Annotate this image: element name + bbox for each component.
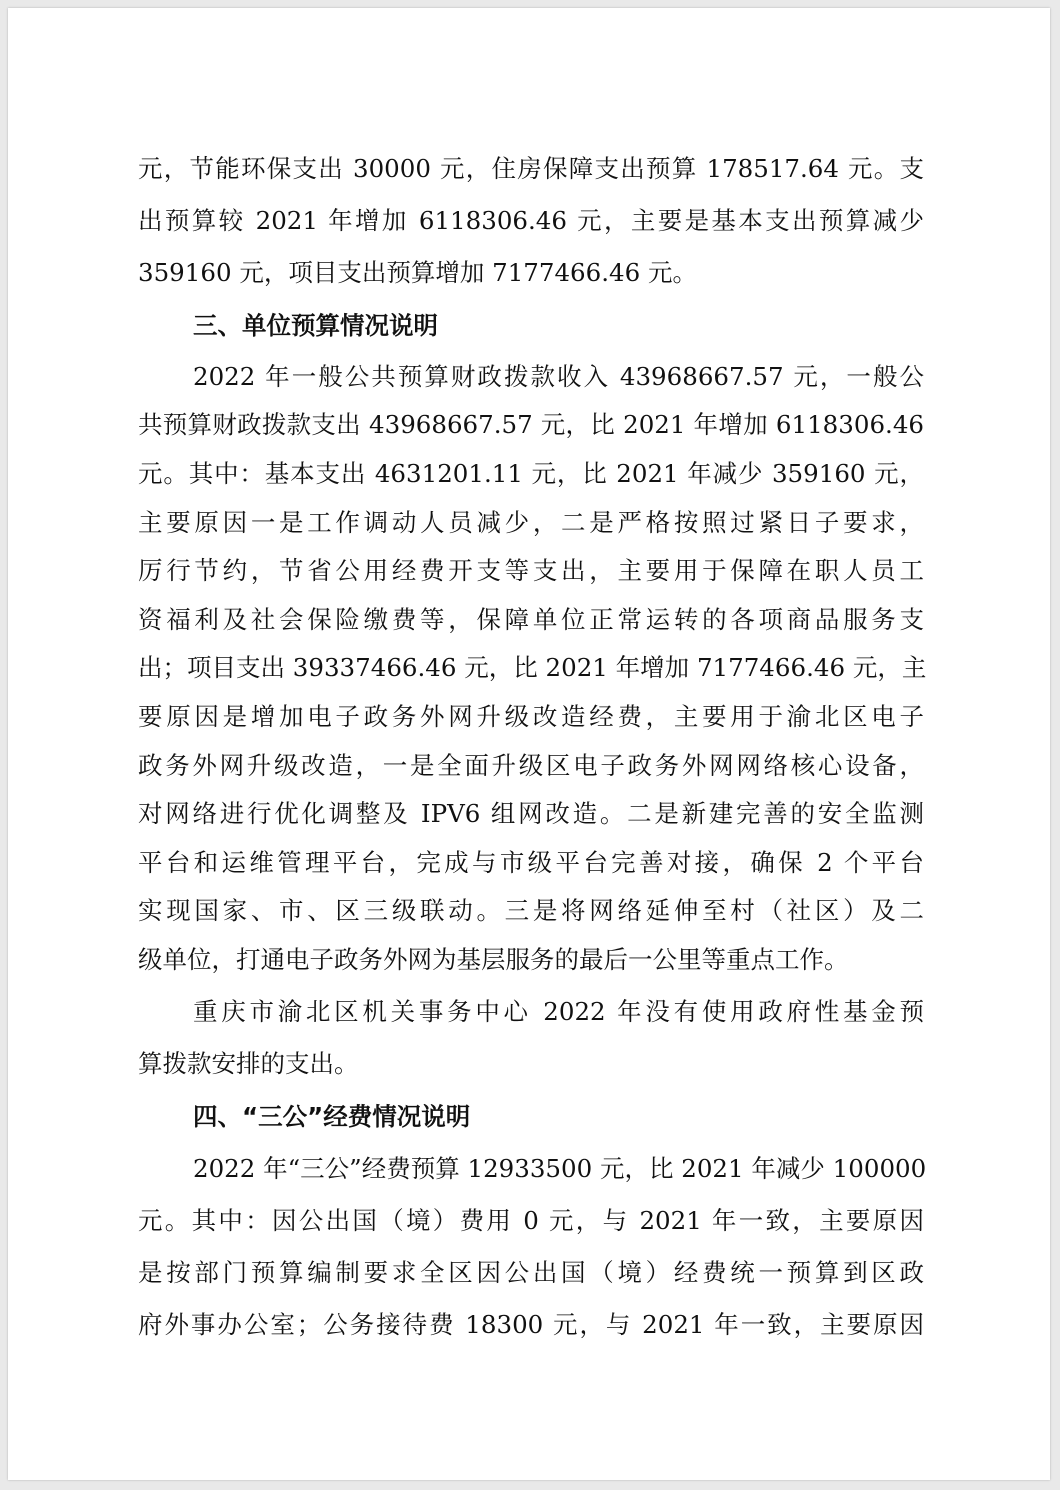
text-line: 元。其中：因公出国（境）费用 0 元，与 2021 年一致，主要原因: [138, 1206, 924, 1235]
text-line: 元。其中：基本支出 4631201.11 元，比 2021 年减少 359160 元，: [138, 459, 924, 488]
text-line: 元，节能环保支出 30000 元，住房保障支出预算 178517.64 元。支: [138, 154, 924, 183]
text-line: 厉行节约，节省公用经费开支等支出，主要用于保障在职人员工: [138, 556, 924, 585]
text-line: 359160 元，项目支出预算增加 7177466.46 元。: [138, 258, 697, 287]
text-line: 实现国家、市、区三级联动。三是将网络延伸至村（社区）及二: [138, 896, 924, 925]
text-line: 府外事办公室；公务接待费 18300 元，与 2021 年一致，主要原因: [138, 1310, 924, 1339]
text-line: 对网络进行优化调整及 IPV6 组网改造。二是新建完善的安全监测: [138, 799, 924, 828]
text-line: 级单位，打通电子政务外网为基层服务的最后一公里等重点工作。: [138, 945, 849, 974]
text-line: 算拨款安排的支出。: [138, 1049, 359, 1078]
section-heading: 四、“三公”经费情况说明: [193, 1102, 471, 1131]
text-line: 2022 年“三公”经费预算 12933500 元，比 2021 年减少 100000: [193, 1154, 927, 1183]
text-line: 政务外网升级改造，一是全面升级区电子政务外网网络核心设备，: [138, 751, 924, 780]
text-line: 重庆市渝北区机关事务中心 2022 年没有使用政府性基金预: [193, 997, 924, 1026]
text-line: 共预算财政拨款支出 43968667.57 元，比 2021 年增加 6118306.46: [138, 410, 924, 439]
text-line: 主要原因一是工作调动人员减少，二是严格按照过紧日子要求，: [138, 508, 924, 537]
text-line: 出预算较 2021 年增加 6118306.46 元，主要是基本支出预算减少: [138, 206, 924, 235]
text-line: 出；项目支出 39337466.46 元，比 2021 年增加 7177466.46 元，主: [138, 653, 927, 682]
text-line: 平台和运维管理平台，完成与市级平台完善对接，确保 2 个平台: [138, 848, 924, 877]
text-line: 2022 年一般公共预算财政拨款收入 43968667.57 元，一般公: [193, 362, 924, 391]
text-line: 要原因是增加电子政务外网升级改造经费，主要用于渝北区电子: [138, 702, 924, 731]
text-line: 资福利及社会保险缴费等，保障单位正常运转的各项商品服务支: [138, 605, 924, 634]
section-heading: 三、单位预算情况说明: [193, 311, 438, 340]
text-line: 是按部门预算编制要求全区因公出国（境）经费统一预算到区政: [138, 1258, 924, 1287]
